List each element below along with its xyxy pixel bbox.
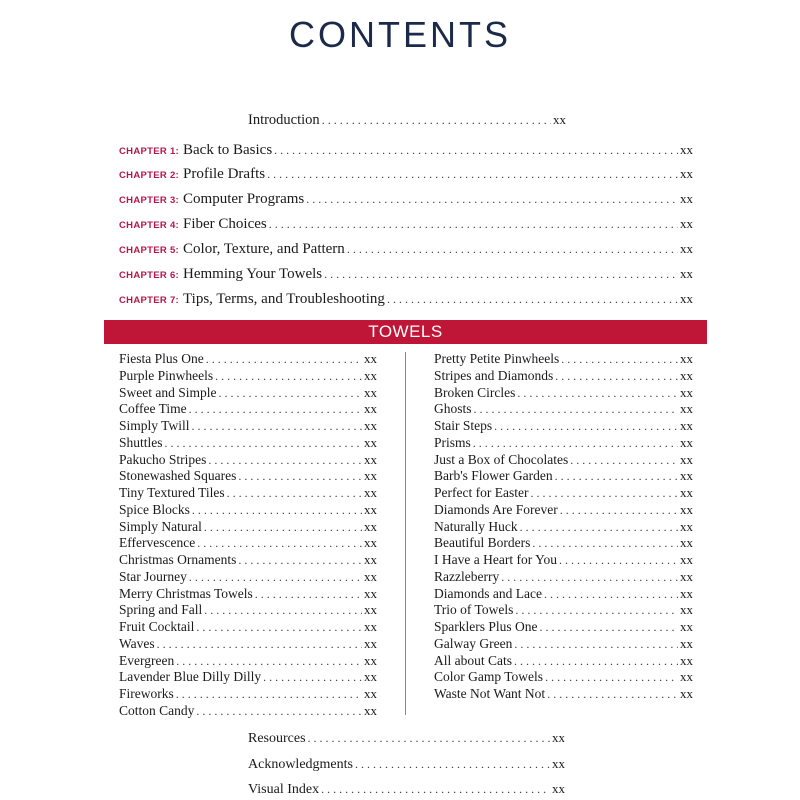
- dot-leader: [501, 569, 678, 586]
- page-number: xx: [680, 451, 693, 467]
- toc-entry-towel[interactable]: [119, 485, 377, 502]
- toc-entry-towel[interactable]: [434, 552, 693, 569]
- page-number: xx: [364, 619, 377, 634]
- dot-leader: [204, 602, 362, 619]
- chapter-number-label: CHAPTER 5:: [119, 245, 180, 256]
- dot-leader: [355, 752, 550, 777]
- dot-leader: [176, 653, 362, 670]
- toc-entry-towel[interactable]: [119, 636, 377, 653]
- chapter-number-label: CHAPTER 2:: [119, 170, 180, 181]
- dot-leader: [514, 636, 678, 653]
- toc-entry-chapter-5[interactable]: [119, 240, 693, 260]
- page-number: xx: [364, 418, 377, 433]
- page-number: xx: [680, 652, 693, 668]
- toc-entry-towel[interactable]: [434, 351, 693, 368]
- toc-entry-towel[interactable]: [119, 619, 377, 636]
- dot-leader: [387, 290, 678, 308]
- entry-label: Sparklers Plus One: [434, 619, 538, 634]
- dot-leader: [176, 686, 362, 703]
- dot-leader: [227, 485, 362, 502]
- dot-leader: [263, 669, 362, 686]
- page-number: xx: [364, 686, 377, 701]
- entry-label: Fireworks: [119, 686, 174, 701]
- entry-label: Prisms: [434, 434, 471, 450]
- dot-leader: [324, 265, 678, 283]
- dot-leader: [191, 418, 362, 435]
- dot-leader: [520, 519, 678, 536]
- toc-entry-chapter-7[interactable]: [119, 290, 693, 310]
- entry-label: Resources: [248, 731, 306, 746]
- dot-leader: [255, 586, 362, 603]
- entry-label: Diamonds Are Forever: [434, 501, 558, 517]
- chapter-number-label: CHAPTER 6:: [119, 270, 180, 281]
- page-number: xx: [364, 669, 377, 685]
- page-number: xx: [680, 686, 693, 701]
- page-number: xx: [364, 351, 377, 366]
- page-number: xx: [680, 669, 693, 685]
- page-number: xx: [680, 384, 693, 400]
- toc-entry-towel[interactable]: [434, 468, 693, 485]
- entry-label: Waste Not Want Not: [434, 686, 546, 701]
- page-number: xx: [680, 191, 693, 206]
- toc-entry-towel[interactable]: [119, 686, 377, 703]
- toc-entry-back-matter[interactable]: [248, 752, 565, 778]
- toc-entry-towel[interactable]: [434, 653, 693, 670]
- toc-entry-towel[interactable]: [434, 485, 693, 502]
- entry-label: Purple Pinwheels: [119, 367, 214, 383]
- dot-leader: [196, 619, 362, 636]
- toc-entry-towel[interactable]: [434, 619, 693, 636]
- page-number: xx: [364, 434, 377, 450]
- entry-label: Pretty Petite Pinwheels: [434, 351, 560, 366]
- dot-leader: [561, 351, 678, 368]
- entry-label: Waves: [119, 635, 155, 651]
- page-number: xx: [680, 266, 693, 281]
- entry-label: Stonewashed Squares: [119, 468, 237, 484]
- column-divider: [405, 352, 406, 715]
- toc-entry-towel[interactable]: [434, 636, 693, 653]
- dot-leader: [517, 385, 678, 402]
- entry-label: Color Gamp Towels: [434, 669, 544, 685]
- page-number: xx: [680, 635, 693, 651]
- entry-label: Introduction: [248, 112, 320, 128]
- chapter-title: Back to Basics: [183, 142, 273, 158]
- toc-entry-towel[interactable]: [434, 435, 693, 452]
- page-number: xx: [680, 241, 693, 256]
- toc-entry-back-matter[interactable]: [248, 777, 565, 800]
- dot-leader: [555, 368, 678, 385]
- page-number: xx: [680, 142, 693, 157]
- dot-leader: [545, 669, 678, 686]
- dot-leader: [192, 502, 362, 519]
- chapter-number-label: CHAPTER 1:: [119, 146, 180, 157]
- toc-entry-towel[interactable]: [119, 452, 377, 469]
- entry-label: Diamonds and Lace: [434, 585, 542, 601]
- page-number: xx: [680, 166, 693, 181]
- toc-entry-chapter-3[interactable]: [119, 190, 693, 210]
- dot-leader: [474, 401, 678, 418]
- dot-leader: [267, 165, 678, 183]
- page-number: xx: [364, 585, 377, 601]
- entry-label: Pakucho Stripes: [119, 451, 207, 467]
- entry-label: Barb's Flower Garden: [434, 468, 553, 484]
- dot-leader: [532, 535, 678, 552]
- page-number: xx: [680, 501, 693, 517]
- toc-entry-towel[interactable]: [119, 418, 377, 435]
- entry-label: Simply Natural: [119, 518, 202, 534]
- entry-label: Fiesta Plus One: [119, 351, 204, 366]
- dot-leader: [544, 586, 678, 603]
- page-number: xx: [552, 730, 565, 745]
- entry-label: Galway Green: [434, 635, 513, 651]
- entry-label: Cotton Candy: [119, 702, 195, 718]
- toc-entry-towel[interactable]: [119, 669, 377, 686]
- dot-leader: [219, 385, 363, 402]
- page-number: xx: [364, 468, 377, 484]
- towels-list-left: [119, 351, 377, 720]
- dot-leader: [530, 485, 678, 502]
- dot-leader: [560, 502, 678, 519]
- entry-label: All about Cats: [434, 652, 512, 668]
- toc-entry-towel[interactable]: [119, 586, 377, 603]
- entry-label: Spring and Fall: [119, 602, 203, 618]
- entry-label: Acknowledgments: [248, 756, 353, 772]
- toc-entry-towel[interactable]: [434, 418, 693, 435]
- entry-label: Effervescence: [119, 535, 196, 551]
- toc-entry-towel[interactable]: [434, 452, 693, 469]
- entry-label: Star Journey: [119, 568, 187, 584]
- entry-label: Evergreen: [119, 652, 175, 668]
- entry-label: Naturally Huck: [434, 518, 518, 534]
- dot-leader: [555, 468, 678, 485]
- entry-label: I Have a Heart for You: [434, 552, 557, 567]
- dot-leader: [547, 686, 678, 703]
- page-number: xx: [680, 434, 693, 450]
- dot-leader: [189, 569, 362, 586]
- page-number: xx: [364, 702, 377, 718]
- dot-leader: [238, 468, 362, 485]
- chapter-title: Fiber Choices: [183, 216, 267, 232]
- dot-leader: [197, 535, 362, 552]
- dot-leader: [165, 435, 362, 452]
- entry-label: Perfect for Easter: [434, 485, 529, 500]
- page-title: CONTENTS: [289, 14, 511, 55]
- entry-label: Christmas Ornaments: [119, 552, 237, 567]
- entry-label: Visual Index: [248, 782, 320, 797]
- page-number: xx: [680, 485, 693, 500]
- toc-entry-towel[interactable]: [119, 351, 377, 368]
- dot-leader: [473, 435, 678, 452]
- toc-entry-towel[interactable]: [434, 401, 693, 418]
- dot-leader: [206, 351, 362, 368]
- toc-entry-towel[interactable]: [434, 586, 693, 603]
- entry-label: Shuttles: [119, 434, 163, 450]
- toc-entry-towel[interactable]: [119, 703, 377, 720]
- page-number: xx: [364, 451, 377, 467]
- dot-leader: [196, 703, 362, 720]
- toc-entry-towel[interactable]: [434, 535, 693, 552]
- entry-label: Fruit Cocktail: [119, 619, 195, 634]
- toc-entry-chapter-6[interactable]: [119, 265, 693, 285]
- toc-entry-back-matter[interactable]: [248, 726, 565, 752]
- dot-leader: [494, 418, 678, 435]
- page-number: xx: [680, 619, 693, 634]
- entry-label: Coffee Time: [119, 401, 187, 417]
- page-number: xx: [553, 112, 566, 127]
- page-number: xx: [364, 635, 377, 651]
- chapter-title: Color, Texture, and Pattern: [183, 241, 345, 257]
- page-number: xx: [680, 367, 693, 383]
- dot-leader: [157, 636, 362, 653]
- page-number: xx: [680, 418, 693, 433]
- toc-entry-introduction[interactable]: [248, 111, 566, 129]
- dot-leader: [347, 240, 678, 258]
- page-number: xx: [364, 501, 377, 517]
- toc-entry-towel[interactable]: [119, 468, 377, 485]
- page-number: xx: [364, 367, 377, 383]
- dot-leader: [514, 653, 678, 670]
- chapter-number-label: CHAPTER 3:: [119, 195, 180, 206]
- dot-leader: [208, 452, 362, 469]
- page-number: xx: [364, 485, 377, 500]
- entry-label: Just a Box of Chocolates: [434, 451, 569, 467]
- toc-entry-towel[interactable]: [119, 519, 377, 536]
- toc-entry-towel[interactable]: [119, 385, 377, 402]
- toc-entry-towel[interactable]: [434, 669, 693, 686]
- page-number: xx: [364, 518, 377, 534]
- page-number: xx: [680, 468, 693, 484]
- dot-leader: [515, 602, 678, 619]
- page-number: xx: [680, 585, 693, 601]
- chapter-title: Hemming Your Towels: [183, 266, 323, 282]
- entry-label: Stripes and Diamonds: [434, 367, 554, 383]
- page-number: xx: [680, 216, 693, 231]
- page-number: xx: [680, 401, 693, 417]
- dot-leader: [306, 190, 678, 208]
- toc-entry-towel[interactable]: [119, 368, 377, 385]
- chapter-number-label: CHAPTER 7:: [119, 295, 180, 306]
- entry-label: Trio of Towels: [434, 602, 514, 618]
- entry-label: Simply Twill: [119, 418, 190, 433]
- chapter-number-label: CHAPTER 4:: [119, 220, 180, 231]
- page-number: xx: [680, 518, 693, 534]
- chapter-title: Computer Programs: [183, 191, 305, 207]
- dot-leader: [322, 111, 551, 129]
- toc-entry-towel[interactable]: [119, 401, 377, 418]
- dot-leader: [308, 726, 550, 751]
- toc-entry-towel[interactable]: [119, 653, 377, 670]
- entry-label: Merry Christmas Towels: [119, 585, 253, 601]
- entry-label: Sweet and Simple: [119, 384, 217, 400]
- page-number: xx: [680, 351, 693, 366]
- page-number: xx: [364, 552, 377, 567]
- page-number: xx: [552, 781, 565, 796]
- toc-entry-towel[interactable]: [434, 519, 693, 536]
- entry-label: Beautiful Borders: [434, 535, 531, 551]
- entry-label: Stair Steps: [434, 418, 493, 433]
- toc-entry-towel[interactable]: [119, 602, 377, 619]
- toc-entry-chapter-2[interactable]: [119, 165, 693, 185]
- page-number: xx: [364, 652, 377, 668]
- entry-label: Ghosts: [434, 401, 472, 417]
- page-number: xx: [680, 552, 693, 567]
- page-number: xx: [680, 291, 693, 306]
- dot-leader: [204, 519, 362, 536]
- towels-list-right: [434, 351, 693, 703]
- toc-entry-chapter-1[interactable]: [119, 141, 693, 161]
- towels-section-banner: TOWELS: [104, 320, 707, 344]
- entry-label: Lavender Blue Dilly Dilly: [119, 669, 262, 685]
- dot-leader: [570, 452, 678, 469]
- page-number: xx: [680, 602, 693, 618]
- toc-entry-chapter-4[interactable]: [119, 215, 693, 235]
- entry-label: Broken Circles: [434, 384, 516, 400]
- toc-entry-towel[interactable]: [119, 552, 377, 569]
- toc-entry-towel[interactable]: [434, 368, 693, 385]
- toc-entry-towel[interactable]: [434, 569, 693, 586]
- page-number: xx: [364, 602, 377, 618]
- entry-label: Razzleberry: [434, 568, 500, 584]
- page-number: xx: [552, 755, 565, 771]
- dot-leader: [215, 368, 362, 385]
- toc-entry-towel[interactable]: [434, 385, 693, 402]
- chapter-title: Profile Drafts: [183, 166, 266, 182]
- dot-leader: [559, 552, 678, 569]
- dot-leader: [269, 215, 678, 233]
- dot-leader: [189, 401, 362, 418]
- entry-label: Tiny Textured Tiles: [119, 485, 225, 500]
- back-matter-list: [248, 726, 565, 800]
- dot-leader: [321, 777, 550, 800]
- chapter-title: Tips, Terms, and Troubleshooting: [183, 291, 385, 307]
- toc-entry-towel[interactable]: [119, 535, 377, 552]
- dot-leader: [274, 141, 678, 159]
- page-number: xx: [364, 384, 377, 400]
- toc-entry-towel[interactable]: [434, 602, 693, 619]
- toc-entry-towel[interactable]: [434, 686, 693, 703]
- toc-entry-towel[interactable]: [119, 502, 377, 519]
- page-number: xx: [680, 568, 693, 584]
- toc-entry-towel[interactable]: [119, 569, 377, 586]
- toc-entry-towel[interactable]: [119, 435, 377, 452]
- toc-entry-towel[interactable]: [434, 502, 693, 519]
- page-number: xx: [364, 535, 377, 551]
- page-number: xx: [364, 568, 377, 584]
- page-number: xx: [364, 401, 377, 417]
- page-number: xx: [680, 535, 693, 551]
- dot-leader: [540, 619, 679, 636]
- dot-leader: [238, 552, 362, 569]
- entry-label: Spice Blocks: [119, 501, 190, 517]
